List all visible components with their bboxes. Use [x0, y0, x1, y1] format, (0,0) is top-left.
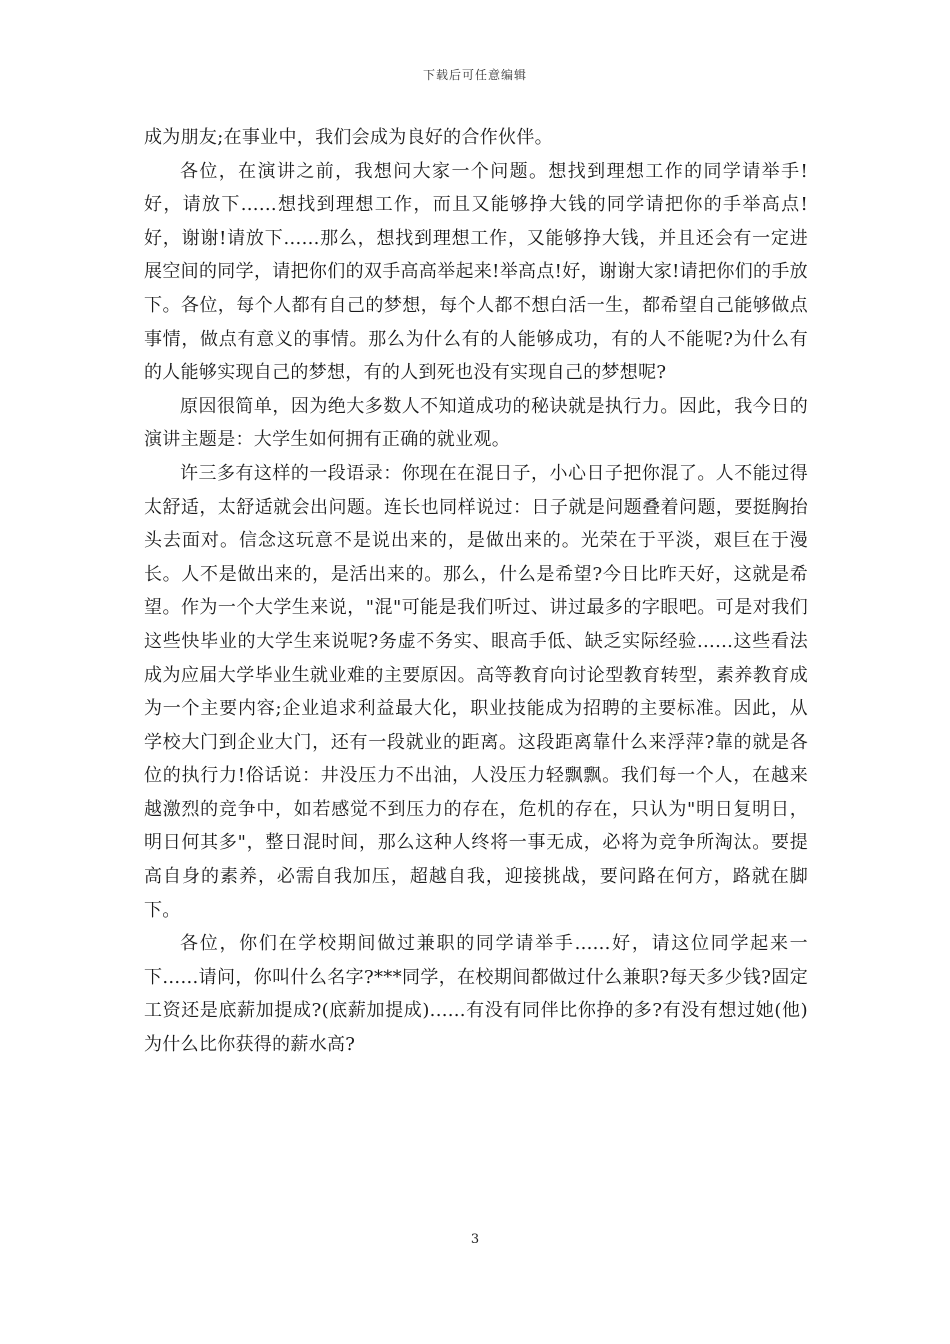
body-text [144, 121, 808, 1062]
page-number: 3 [470, 1232, 480, 1247]
paragraph-4: 许三多有这样的一段语录：你现在在混日子，小心日子把你混了。人不能过得太舒适，太舒适就会出问题。连长也同样说过：日子就是问题叠着问题，要挺胸抬头去面对。信念这玩意不是说出来的，是做出来的。光荣在于平淡，艰巨在于漫长。人不是做出来的，是活出来的。那么，什么是希望?今日比昨天好，这就是希望。作为一个大学生来说，"混"可能是我们听过、讲过最多的字眼吧。可是对我们这些快毕业的大学生来说呢?务虚不务实、眼高手低、缺乏实际经验......这些看法成为应届大学毕业生就业难的主要原因。高等教育向讨论型教育转型，素养教育成为一个主要内容;企业追求利益最大化，职业技能成为招聘的主要标准。因此，从学校大门到企业大门，还有一段就业的距离。这段距离靠什么来浮萍?靠的就是各位的执行力!俗话说：井没压力不出油，人没压力轻飘飘。我们每一个人，在越来越激烈的竞争中，如若感觉不到压力的存在，危机的存在，只认为"明日复明日，明日何其多"，整日混时间，那么这种人终将一事无成，必将为竞争所淘汰。要提高自身的素养，必需自我加压，超越自我，迎接挑战，要问路在何方，路就在脚下。 [144, 462, 808, 921]
paragraph-3: 原因很简单，因为绝大多数人不知道成功的秘诀就是执行力。因此，我今日的演讲主题是：大学生如何拥有正确的就业观。 [144, 395, 808, 451]
paragraph-2: 各位，在演讲之前，我想问大家一个问题。想找到理想工作的同学请举手!好，请放下......想找到理想工作，而且又能够挣大钱的同学请把你的手举高点!好，谢谢!请放下......那么，想找到理想工作，又能够挣大钱，并且还会有一定进展空间的同学，请把你们的双手高高举起来!举高点!好，谢谢大家!请把你们的手放下。各位，每个人都有自己的梦想，每个人都不想白活一生，都希望自己能够做点事情，做点有意义的事情。那么为什么有的人能够成功，有的人不能呢?为什么有的人能够实现自己的梦想，有的人到死也没有实现自己的梦想呢? [144, 160, 808, 384]
paragraph-1: 成为朋友;在事业中，我们会成为良好的合作伙伴。 [144, 127, 553, 148]
paragraph-5: 各位，你们在学校期间做过兼职的同学请举手......好，请这位同学起来一下......请问，你叫什么名字?***同学，在校期间都做过什么兼职?每天多少钱?固定工资还是底薪加提成?(底薪加提成)......有没有同伴比你挣的多?有没有想过她(他)为什么比你获得的薪水高? [144, 933, 808, 1056]
page-header: 下载后可任意编辑 [422, 68, 527, 82]
